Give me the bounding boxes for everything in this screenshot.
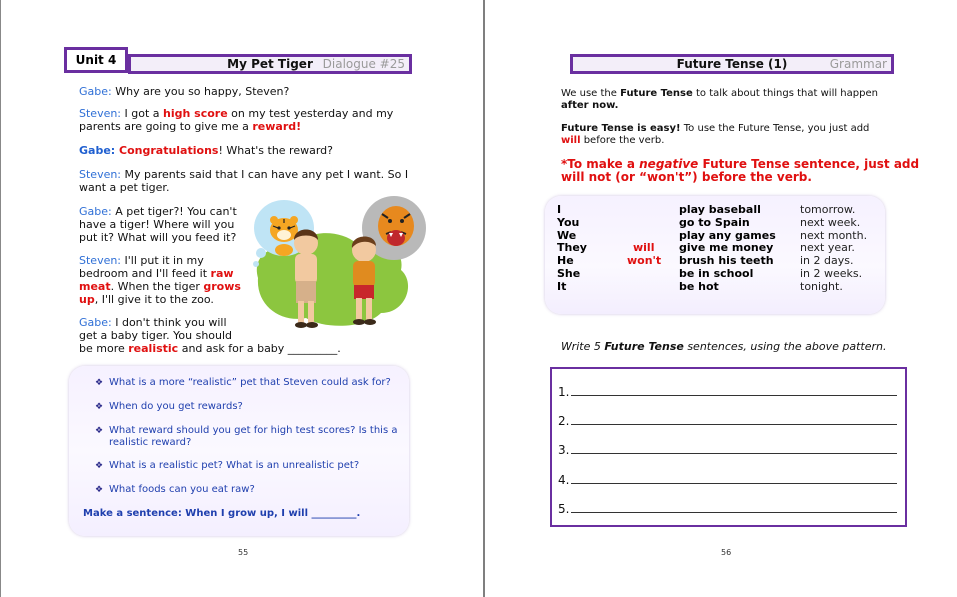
pronoun: She — [557, 266, 581, 280]
verb-phrase: play baseball — [679, 203, 761, 216]
answer-line-2[interactable] — [558, 412, 897, 428]
answer-blank[interactable] — [571, 412, 897, 425]
dialogue-text: ! — [296, 120, 302, 133]
time-expression: next year. — [800, 241, 855, 255]
verb-phrase: brush his teeth — [679, 254, 774, 268]
dialogue-line — [79, 107, 409, 133]
text: *To make a — [561, 157, 640, 171]
text: after now. — [561, 100, 619, 111]
right-page — [485, 0, 957, 597]
writing-area — [550, 367, 907, 527]
dialogue-text: ! What's the reward? — [218, 144, 333, 157]
writing-instructions — [561, 340, 886, 353]
pronoun: We — [557, 228, 577, 242]
dialogue-text: My parents said that I can have any pet I want. So I — [121, 168, 409, 181]
time-expression: next week. — [800, 215, 861, 229]
dialogue-text: get a baby tiger. You should — [79, 329, 233, 342]
question-text: What reward should you get for high test scores? Is this a realistic reward? — [109, 425, 398, 448]
make-sentence-prompt: Make a sentence: When I grow up, I will _________. — [83, 508, 361, 519]
highlight-word: meat — [79, 280, 111, 293]
verb-phrase: be in school — [679, 266, 754, 280]
answer-blank[interactable] — [571, 441, 897, 454]
speaker-label: Gabe: — [79, 144, 116, 157]
dialogue-text: put it? What will you feed it? — [79, 231, 237, 244]
unit-label: Unit 4 — [64, 47, 128, 73]
time-column — [800, 204, 867, 294]
dialogue-text: . When the tiger — [110, 280, 204, 293]
answer-line-4[interactable] — [558, 471, 897, 487]
dialogue-text: I'll put it in my — [121, 254, 204, 267]
dialogue-text: I don't think you will — [111, 316, 227, 329]
line-number: 4. — [558, 473, 570, 487]
highlight-word: up — [79, 293, 95, 306]
pattern-table — [545, 196, 885, 314]
text: sentences, using the above pattern. — [683, 340, 887, 353]
dialogue-text: want a pet tiger. — [79, 181, 170, 194]
dialogue-text: , I'll give it to the zoo. — [94, 293, 214, 306]
line-number: 2. — [558, 414, 570, 428]
question-item — [95, 484, 399, 496]
speaker-label: Steven: — [79, 254, 122, 267]
question-text: What is a realistic pet? What is an unrealistic pet? — [109, 460, 360, 471]
highlight-word: reward — [252, 120, 297, 133]
pronoun-column — [557, 204, 587, 294]
verb-phrase: be hot — [679, 279, 719, 293]
intro-paragraph — [561, 88, 878, 112]
highlight-word: Congratulations — [115, 144, 219, 157]
text: will — [561, 135, 581, 146]
text: We use the — [561, 88, 621, 99]
text: negative — [639, 157, 699, 171]
text: to talk about things that will happen — [692, 88, 878, 99]
dialogue-text: have a tiger! Where will you — [79, 218, 235, 231]
pronoun: It — [557, 279, 567, 293]
bullet-icon: ❖ — [95, 485, 104, 495]
highlight-word: realistic — [128, 342, 179, 355]
speaker-label: Gabe: — [79, 316, 112, 329]
page-title: My Pet Tiger — [227, 57, 313, 71]
page-subtitle: Grammar — [829, 57, 887, 71]
discussion-questions-box — [69, 366, 409, 536]
speaker-label: Steven: — [79, 168, 122, 181]
dialogue-text: A pet tiger?! You can't — [111, 205, 237, 218]
dialogue-line — [79, 85, 289, 98]
answer-blank[interactable] — [571, 383, 897, 396]
time-expression: tomorrow. — [800, 203, 856, 216]
bullet-icon: ❖ — [95, 402, 104, 412]
text: Write 5 — [561, 340, 605, 353]
speaker-label: Steven: — [79, 107, 122, 120]
dialogue-text: Why are you so happy, Steven? — [111, 85, 290, 98]
page-number: 55 — [238, 548, 249, 557]
answer-blank[interactable] — [571, 471, 897, 484]
dialogue-text: on my test yesterday and my — [227, 107, 394, 120]
text: Future Tense — [620, 88, 693, 99]
speaker-label: Gabe: — [79, 85, 112, 98]
verb-phrase: give me money — [679, 241, 774, 255]
pronoun: He — [557, 254, 574, 268]
boys-and-tiger-illustration — [246, 188, 426, 336]
time-expression: next month. — [800, 228, 868, 242]
line-number: 1. — [558, 385, 570, 399]
bullet-icon: ❖ — [95, 461, 104, 471]
dialogue-text: and ask for a baby _________. — [178, 342, 341, 355]
answer-line-3[interactable] — [558, 441, 897, 457]
text: before the verb. — [580, 135, 665, 146]
title-bar — [570, 54, 894, 74]
pronoun: You — [557, 215, 580, 229]
text: will not (or “won't”) before the verb. — [561, 170, 812, 184]
rule-paragraph — [561, 123, 869, 147]
will-label: will — [633, 241, 655, 254]
title-bar — [128, 54, 412, 74]
answer-line-5[interactable] — [558, 500, 897, 516]
text: Future Tense is easy! — [561, 123, 681, 134]
verb-phrase: go to Spain — [679, 215, 750, 229]
dialogue-text: be more — [79, 342, 129, 355]
dialogue-line — [79, 205, 237, 244]
question-text: What is a more “realistic” pet that Steven could ask for? — [109, 377, 391, 388]
dialogue-text: parents are going to give me a — [79, 120, 253, 133]
page-subtitle: Dialogue #25 — [322, 57, 405, 71]
pronoun: I — [557, 203, 562, 216]
question-text: When do you get rewards? — [109, 401, 243, 412]
highlight-word: high score — [163, 107, 228, 120]
question-item — [95, 425, 399, 449]
highlight-word: raw — [210, 267, 234, 280]
time-expression: in 2 days. — [800, 254, 854, 268]
question-item — [95, 377, 399, 389]
question-item — [95, 401, 399, 413]
text: Future Tense sentence, just add — [698, 157, 920, 171]
pronoun: They — [557, 241, 587, 255]
line-number: 5. — [558, 502, 570, 516]
time-expression: in 2 weeks. — [800, 266, 863, 280]
page-title: Future Tense (1) — [676, 57, 788, 71]
text: To use the Future Tense, you just add — [680, 123, 870, 134]
dialogue-line — [79, 254, 241, 306]
page-number: 56 — [721, 548, 732, 557]
verb-phrase: play any games — [679, 228, 776, 242]
negative-note — [561, 158, 919, 184]
line-number: 3. — [558, 443, 570, 457]
question-item — [95, 460, 399, 472]
bullet-icon: ❖ — [95, 426, 104, 436]
bullet-icon: ❖ — [95, 378, 104, 388]
highlight-word: grows — [203, 280, 241, 293]
dialogue-text: I got a — [121, 107, 164, 120]
wont-label: won't — [627, 254, 662, 267]
time-expression: tonight. — [800, 279, 843, 293]
speaker-label: Gabe: — [79, 205, 112, 218]
question-text: What foods can you eat raw? — [109, 484, 255, 495]
answer-line-1[interactable] — [558, 383, 897, 399]
dialogue-text: bedroom and I'll feed it — [79, 267, 211, 280]
dialogue-line — [79, 144, 333, 157]
answer-blank[interactable] — [571, 500, 897, 513]
text: Future Tense — [604, 340, 684, 353]
verb-column — [679, 204, 776, 294]
